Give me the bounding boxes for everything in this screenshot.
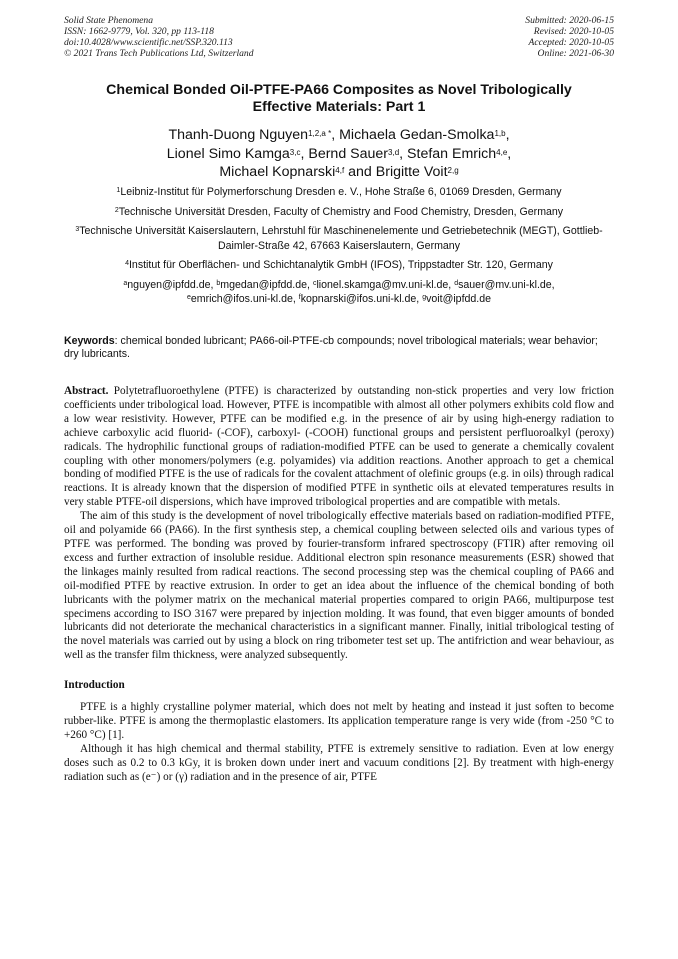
- affiliations: [64, 185, 614, 312]
- author-name: Thanh-Duong Nguyen: [168, 127, 309, 143]
- email-sup: c: [312, 279, 317, 287]
- affiliation-sup: 1: [116, 187, 121, 194]
- author-list: [60, 126, 618, 182]
- abstract-label: Abstract.: [64, 385, 109, 397]
- affiliation-2: [64, 205, 614, 220]
- email-sup: g: [422, 294, 427, 301]
- affiliation-text: Technische Universität Kaiserslautern, Lehrstuhl für Maschinenelemente und Getriebetechnik (MEGT), Gottlieb-Daimler-Straße 42, 67663 Kaiserslautern, Germany: [79, 225, 603, 252]
- author-sup: 2,g: [447, 166, 459, 175]
- author-sup: 1,b: [494, 129, 506, 138]
- journal-name: Solid State Phenomena: [64, 15, 153, 26]
- author-line-2: Lionel Simo Kamga$^{3,c}$, Bernd Sauer$^{3,d}$, Stefan Emrich$^{4,e}$,: [166, 145, 512, 162]
- title-line-1: Chemical Bonded Oil-PTFE-PA66 Composites as Novel Tribologically: [106, 82, 572, 98]
- email-sup: f: [298, 294, 301, 301]
- affiliation-sup: 3: [75, 226, 80, 233]
- author-name: Lionel Simo Kamga: [166, 145, 290, 162]
- author-name: Bernd Sauer: [308, 145, 389, 162]
- abstract-text: Polytetrafluoroethylene (PTFE) is characterized by outstanding non-stick properties and very low friction coefficients under tribological load. However, PTFE is incompatible with almost all other polymers exhibits cold flow and a low wear resistivity. However, PTFE can be modified e.g. in the presence of air by using high-energy radiation to achieve carboxylic acid fluorid- (-COF), carboxyl- (-COOH) functional groups and persistent perfluoroalkyl (peroxy) radicals. The hydrophilic functional groups of radiation-modified PTFE can be used to generate a chemically covalent coupling with other monomers/polymers (e.g. polyamides) via addition reactions. Another approach to get a chemical bonding of modified PTFE is the use of radicals for the covalent attachment of olefinic groups (e.g. in oils) through radical reactions. It is already known that the dispersion of modified PTFE in synthetic oils at elevated temperatures results in very stable PTFE-oil dispersions, which have improved tribological properties and are compatible with metals.: [64, 385, 615, 509]
- author-name: Brigitte Voit: [375, 164, 448, 180]
- email-link[interactable]: kopnarski@ifos.uni-kl.de: [300, 293, 417, 305]
- author-line-3: [60, 163, 618, 182]
- affiliation-sup: 2: [114, 206, 119, 214]
- affiliation-sup: 4: [125, 260, 129, 267]
- email-link[interactable]: nguyen@ipfdd.de: [127, 278, 211, 291]
- affiliation-3: [64, 224, 614, 253]
- journal-copyright: © 2021 Trans Tech Publications Ltd, Switzerland: [64, 48, 254, 59]
- journal-doi: doi:10.4028/www.scientific.net/SSP.320.113: [64, 37, 233, 48]
- paper-body: [64, 385, 614, 784]
- author-sup: 3,d: [388, 147, 400, 157]
- date-submitted: Submitted: 2020-06-15: [525, 15, 614, 26]
- abstract-paragraph-2: The aim of this study is the development of novel tribologically effective materials based on radiation-modified PTFE, oil and polyamide 66 (PA66). In the first synthesis step, a chemical coupling between selected oils and various types of PTFE was performed. The bonding was proved by fourier-transform infrared spectroscopy (FTIR) after removing oil excess and further extraction of insoluble residue. Additional electron spin resonance measurements (ESR) showed that the linkages mainly resulted from radical reactions. The second processing step was the chemical coupling of PA66 and oil-modified PTFE by reactive extrusion. In order to get an idea about the influence of the chemical bonding of both lubricants with the polymer matrix on the mechanical material properties compared to origin PA66, multipurpose test specimens according to ISO 3167 were prepared by injection molding. It was found, that even bigger amounts of bonded lubricants did not deteriorate the mechanical characteristics in a significant manner. Finally, initial tribological testing of the novel materials was carried out by using a block on ring tribometer test set up. The antifriction and wear behaviour, as well as the transfer film thickness, were analyzed subsequently.: [64, 510, 614, 662]
- introduction-paragraph-1: PTFE is a highly crystalline polymer material, which does not melt by heating and instead it just soften to become rubber-like. PTFE is among the thermoplastic elastomers. Its application temperature range is very wide (from -250 °C to +260 °C) [1].: [64, 701, 614, 741]
- email-sup: a: [123, 279, 128, 287]
- journal-header-right: [525, 15, 614, 59]
- author-sup: 3,c: [289, 147, 301, 157]
- author-name: Michaela Gedan-Smolka: [339, 127, 495, 143]
- email-sup: e: [186, 294, 191, 301]
- date-online: Online: 2021-06-30: [537, 48, 614, 59]
- email-sup: d: [454, 279, 459, 287]
- journal-issn: ISSN: 1662-9779, Vol. 320, pp 113-118: [64, 26, 214, 37]
- affiliation-text: Technische Universität Dresden, Faculty of Chemistry and Food Chemistry, Dresden, Germany: [118, 205, 564, 218]
- author-sup: 1,2,a *: [308, 129, 332, 138]
- author-line-1: Thanh-Duong Nguyen$^{1,2,a *}$, Michaela Gedan-Smolka$^{1,b}$,: [168, 127, 510, 143]
- author-name: Stefan Emrich: [407, 145, 497, 162]
- email-link[interactable]: sauer@mv.uni-kl.de: [458, 278, 552, 291]
- journal-header-left: [64, 15, 254, 59]
- keywords: [64, 335, 614, 361]
- title-line-2: Effective Materials: Part 1: [252, 99, 426, 115]
- paper-title: [60, 82, 618, 116]
- date-accepted: Accepted: 2020-10-05: [528, 37, 614, 48]
- affiliation-4: [64, 258, 614, 273]
- email-link[interactable]: mgedan@ipfdd.de: [220, 278, 308, 291]
- keywords-label: Keywords: [64, 335, 115, 347]
- abstract-paragraph-1: [64, 385, 614, 510]
- author-sup: 4,f: [335, 166, 345, 175]
- affiliation-1: [64, 185, 614, 200]
- affiliation-text: Institut für Oberflächen- und Schichtanalytik GmbH (IFOS), Trippstadter Str. 120, Germany: [128, 259, 553, 271]
- keywords-text: : chemical bonded lubricant; PA66-oil-PTFE-cb compounds; novel tribological materials; wear behavior; dry lubricants.: [64, 335, 598, 360]
- affiliation-text: Leibniz-Institut für Polymerforschung Dresden e. V., Hohe Straße 6, 01069 Dresden, Germany: [120, 186, 562, 198]
- introduction-paragraph-2: Although it has high chemical and thermal stability, PTFE is extremely sensitive to radiation. Even at low energy doses such as 0.2 to 0.3 kGy, it is broken down under inert and vacuum conditions [2]. By treatment with high-energy radiation such as (e⁻) or (γ) radiation and in the presence of air, PTFE: [64, 742, 614, 783]
- date-revised: Revised: 2020-10-05: [533, 26, 614, 37]
- author-name: Michael Kopnarski: [219, 164, 336, 180]
- email-link[interactable]: emrich@ifos.uni-kl.de: [190, 293, 293, 305]
- author-and: and: [348, 164, 372, 180]
- email-sup: b: [216, 279, 221, 287]
- author-sup: 4,e: [496, 147, 508, 157]
- email-link[interactable]: lionel.skamga@mv.uni-kl.de: [316, 278, 449, 291]
- email-list: $^a$nguyen@ipfdd.de, $^b$mgedan@ipfdd.de, $^c$lionel.skamga@mv.uni-kl.de, $^d$sauer@mv.uni-kl.de, $^e$emrich@ifos.uni-kl.de, $^f$kopnarski@ifos.uni-kl.de, $^g$voit@ipfdd.de: [123, 278, 555, 305]
- section-heading-introduction: Introduction: [64, 679, 125, 692]
- email-link[interactable]: voit@ipfdd.de: [426, 293, 492, 305]
